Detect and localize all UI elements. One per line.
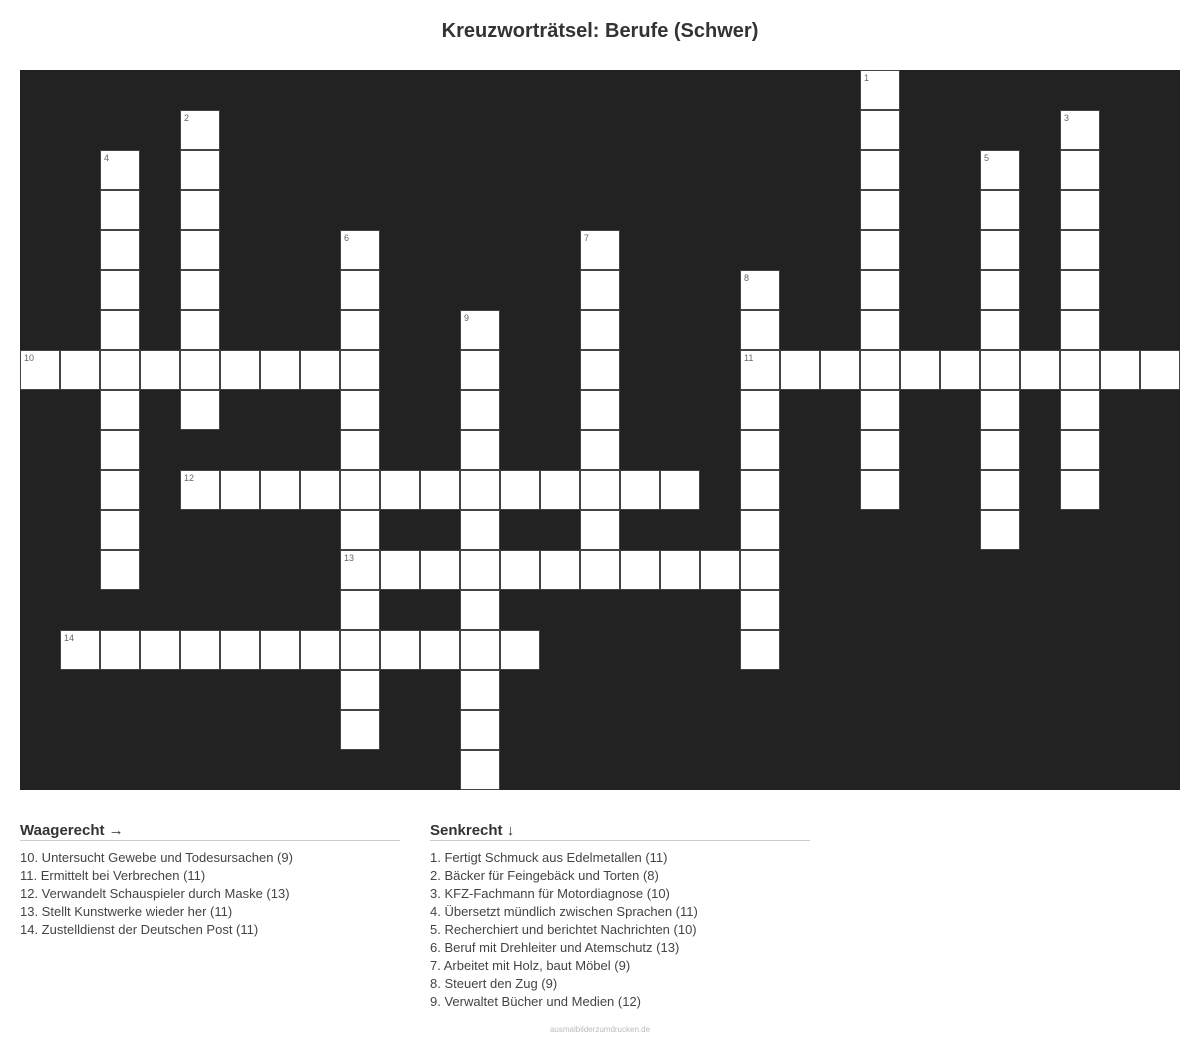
clue-down-2: 2. Bäcker für Feingebäck und Torten (8) xyxy=(430,868,659,883)
clue-across-10: 10. Untersucht Gewebe und Todesursachen (9) xyxy=(20,850,293,865)
grid-cell[interactable] xyxy=(140,630,180,670)
grid-cell[interactable] xyxy=(860,350,900,390)
grid-cell[interactable] xyxy=(1060,110,1100,150)
grid-cell[interactable] xyxy=(100,270,140,310)
grid-cell[interactable] xyxy=(20,350,60,390)
grid-cell[interactable] xyxy=(980,230,1020,270)
clue-down-1: 1. Fertigt Schmuck aus Edelmetallen (11) xyxy=(430,850,668,865)
grid-cell[interactable] xyxy=(740,590,780,630)
grid-cell[interactable] xyxy=(100,510,140,550)
grid-cell[interactable] xyxy=(300,350,340,390)
grid-cell[interactable] xyxy=(140,350,180,390)
grid-cell[interactable] xyxy=(860,190,900,230)
grid-cell[interactable] xyxy=(300,630,340,670)
down-clues xyxy=(430,822,810,1011)
grid-cell[interactable] xyxy=(660,550,700,590)
grid-cell[interactable] xyxy=(740,350,780,390)
grid-cell[interactable] xyxy=(860,270,900,310)
grid-cell[interactable] xyxy=(100,430,140,470)
page-title: Kreuzworträtsel: Berufe (Schwer) xyxy=(441,20,759,42)
grid-cell[interactable] xyxy=(540,470,580,510)
grid-cell[interactable] xyxy=(540,550,580,590)
grid-cell[interactable] xyxy=(1060,190,1100,230)
grid-cell[interactable] xyxy=(980,470,1020,510)
grid-cell[interactable] xyxy=(460,550,500,590)
grid-cell[interactable] xyxy=(460,630,500,670)
clue-across-14: 14. Zustelldienst der Deutschen Post (11) xyxy=(20,922,259,937)
clue-number: 1 xyxy=(864,73,870,83)
grid-cell[interactable] xyxy=(740,390,780,430)
grid-cell[interactable] xyxy=(100,390,140,430)
grid-cell[interactable] xyxy=(980,270,1020,310)
grid-cell[interactable] xyxy=(580,390,620,430)
grid-cell[interactable] xyxy=(500,470,540,510)
grid-cell[interactable] xyxy=(740,510,780,550)
clue-number: 7 xyxy=(584,233,590,243)
clue-number: 4 xyxy=(104,153,110,163)
grid-cell[interactable] xyxy=(980,190,1020,230)
grid-cell[interactable] xyxy=(180,310,220,350)
grid-cell[interactable] xyxy=(460,470,500,510)
grid-cell[interactable] xyxy=(580,430,620,470)
grid-cell[interactable] xyxy=(340,470,380,510)
grid-cell[interactable] xyxy=(420,550,460,590)
grid-cell[interactable] xyxy=(100,550,140,590)
grid-cell[interactable] xyxy=(180,110,220,150)
clue-across-13: 13. Stellt Kunstwerke wieder her (11) xyxy=(20,904,233,919)
grid-cell[interactable] xyxy=(1020,350,1060,390)
grid-cell[interactable] xyxy=(180,270,220,310)
grid-cell[interactable] xyxy=(180,350,220,390)
grid-cell[interactable] xyxy=(580,550,620,590)
grid-cell[interactable] xyxy=(1060,310,1100,350)
grid-cell[interactable] xyxy=(340,390,380,430)
grid-cell[interactable] xyxy=(220,470,260,510)
grid-cell[interactable] xyxy=(740,310,780,350)
grid-cell[interactable] xyxy=(380,630,420,670)
grid-cell[interactable] xyxy=(100,230,140,270)
clue-across-11: 11. Ermittelt bei Verbrechen (11) xyxy=(20,868,206,883)
grid-cell[interactable] xyxy=(580,510,620,550)
grid-cell[interactable] xyxy=(1060,390,1100,430)
clue-down-7: 7. Arbeitet mit Holz, baut Möbel (9) xyxy=(430,958,631,973)
grid-cell[interactable] xyxy=(380,550,420,590)
grid-cell[interactable] xyxy=(740,270,780,310)
grid-cell[interactable] xyxy=(460,390,500,430)
grid-cell[interactable] xyxy=(500,550,540,590)
grid-cell[interactable] xyxy=(940,350,980,390)
clue-number: 3 xyxy=(1064,113,1070,123)
grid-cell[interactable] xyxy=(340,550,380,590)
clue-number: 13 xyxy=(344,553,355,563)
grid-cell[interactable] xyxy=(220,350,260,390)
grid-cell[interactable] xyxy=(100,310,140,350)
clue-number: 12 xyxy=(184,473,195,483)
grid-cell[interactable] xyxy=(860,390,900,430)
grid-cell[interactable] xyxy=(900,350,940,390)
grid-cell[interactable] xyxy=(260,630,300,670)
grid-cell[interactable] xyxy=(340,430,380,470)
grid-cell[interactable] xyxy=(380,470,420,510)
grid-cell[interactable] xyxy=(500,630,540,670)
grid-cell[interactable] xyxy=(580,230,620,270)
grid-cell[interactable] xyxy=(100,350,140,390)
grid-cell[interactable] xyxy=(980,510,1020,550)
grid-cell[interactable] xyxy=(860,310,900,350)
grid-cell[interactable] xyxy=(980,150,1020,190)
clue-number: 11 xyxy=(744,353,754,363)
clue-down-5: 5. Recherchiert und berichtet Nachrichten (10) xyxy=(430,922,697,937)
grid-cell[interactable] xyxy=(740,550,780,590)
grid-cell[interactable] xyxy=(460,350,500,390)
down-heading: Senkrecht ↓ xyxy=(430,822,810,841)
clue-down-3: 3. KFZ-Fachmann für Motordiagnose (10) xyxy=(430,886,670,901)
grid-cell[interactable] xyxy=(460,590,500,630)
grid-cell[interactable] xyxy=(340,590,380,630)
grid-cell[interactable] xyxy=(860,70,900,110)
grid-cell[interactable] xyxy=(980,430,1020,470)
grid-cell[interactable] xyxy=(860,230,900,270)
grid-cell[interactable] xyxy=(660,470,700,510)
across-heading: Waagerecht → xyxy=(20,822,400,841)
grid-cell[interactable] xyxy=(780,350,820,390)
grid-cell[interactable] xyxy=(340,670,380,710)
grid-cell[interactable] xyxy=(980,310,1020,350)
clue-number: 8 xyxy=(744,273,750,283)
grid-cell[interactable] xyxy=(180,390,220,430)
grid-cell[interactable] xyxy=(420,470,460,510)
grid-cell[interactable] xyxy=(460,510,500,550)
grid-cell[interactable] xyxy=(1060,270,1100,310)
grid-cell[interactable] xyxy=(1060,350,1100,390)
grid-cell[interactable] xyxy=(340,310,380,350)
grid-cell[interactable] xyxy=(260,470,300,510)
grid-cell[interactable] xyxy=(340,510,380,550)
grid-cell[interactable] xyxy=(420,630,460,670)
grid-cell[interactable] xyxy=(100,470,140,510)
grid-cell[interactable] xyxy=(340,230,380,270)
grid-cell[interactable] xyxy=(460,310,500,350)
grid-cell[interactable] xyxy=(860,470,900,510)
grid-cell[interactable] xyxy=(620,470,660,510)
grid-cell[interactable] xyxy=(100,150,140,190)
clue-down-8: 8. Steuert den Zug (9) xyxy=(430,976,558,991)
clue-number: 10 xyxy=(24,353,35,363)
grid-cell[interactable] xyxy=(820,350,860,390)
grid-cell[interactable] xyxy=(1060,430,1100,470)
grid-cell[interactable] xyxy=(100,630,140,670)
grid-cell[interactable] xyxy=(460,710,500,750)
grid-cell[interactable] xyxy=(460,670,500,710)
across-clues xyxy=(20,822,400,939)
grid-cell[interactable] xyxy=(860,110,900,150)
grid-cell[interactable] xyxy=(580,310,620,350)
grid-cell[interactable] xyxy=(100,190,140,230)
grid-cell[interactable] xyxy=(180,190,220,230)
grid-cell[interactable] xyxy=(260,350,300,390)
footer-credit: ausmalbilderzumdrucken.de xyxy=(549,1025,651,1034)
grid-cell[interactable] xyxy=(740,430,780,470)
clue-number: 14 xyxy=(64,633,75,643)
grid-cell[interactable] xyxy=(580,350,620,390)
grid-cell[interactable] xyxy=(220,630,260,670)
grid-cell[interactable] xyxy=(180,230,220,270)
grid-cell[interactable] xyxy=(860,430,900,470)
grid-cell[interactable] xyxy=(180,630,220,670)
grid-cell[interactable] xyxy=(980,350,1020,390)
grid-cell[interactable] xyxy=(340,710,380,750)
grid-cell[interactable] xyxy=(340,630,380,670)
grid-cell[interactable] xyxy=(860,150,900,190)
grid-cell[interactable] xyxy=(700,550,740,590)
grid-cell[interactable] xyxy=(580,270,620,310)
grid-cell[interactable] xyxy=(340,350,380,390)
clue-down-4: 4. Übersetzt mündlich zwischen Sprachen (11) xyxy=(430,904,698,919)
grid-cell[interactable] xyxy=(60,350,100,390)
grid-cell[interactable] xyxy=(460,430,500,470)
grid-cell[interactable] xyxy=(740,470,780,510)
grid-cell[interactable] xyxy=(300,470,340,510)
grid-cell[interactable] xyxy=(340,270,380,310)
grid-cell[interactable] xyxy=(620,550,660,590)
clue-across-12: 12. Verwandelt Schauspieler durch Maske (13) xyxy=(20,886,290,901)
grid-cell[interactable] xyxy=(1100,350,1140,390)
clue-number: 6 xyxy=(344,233,350,243)
grid-cell[interactable] xyxy=(740,630,780,670)
grid-cell[interactable] xyxy=(1060,230,1100,270)
grid-cell[interactable] xyxy=(60,630,100,670)
grid-cell[interactable] xyxy=(460,750,500,790)
grid-cell[interactable] xyxy=(980,390,1020,430)
grid-cell[interactable] xyxy=(1060,470,1100,510)
grid-cell[interactable] xyxy=(1060,150,1100,190)
crossword-grid xyxy=(20,70,1180,790)
grid-cell[interactable] xyxy=(180,150,220,190)
grid-cell[interactable] xyxy=(580,470,620,510)
grid-cell[interactable] xyxy=(180,470,220,510)
clue-down-9: 9. Verwaltet Bücher und Medien (12) xyxy=(430,994,642,1009)
grid-cell[interactable] xyxy=(1140,350,1180,390)
clue-number: 5 xyxy=(984,153,990,163)
clue-down-6: 6. Beruf mit Drehleiter und Atemschutz (13) xyxy=(430,940,680,955)
clue-number: 9 xyxy=(464,313,470,323)
clue-number: 2 xyxy=(184,113,190,123)
